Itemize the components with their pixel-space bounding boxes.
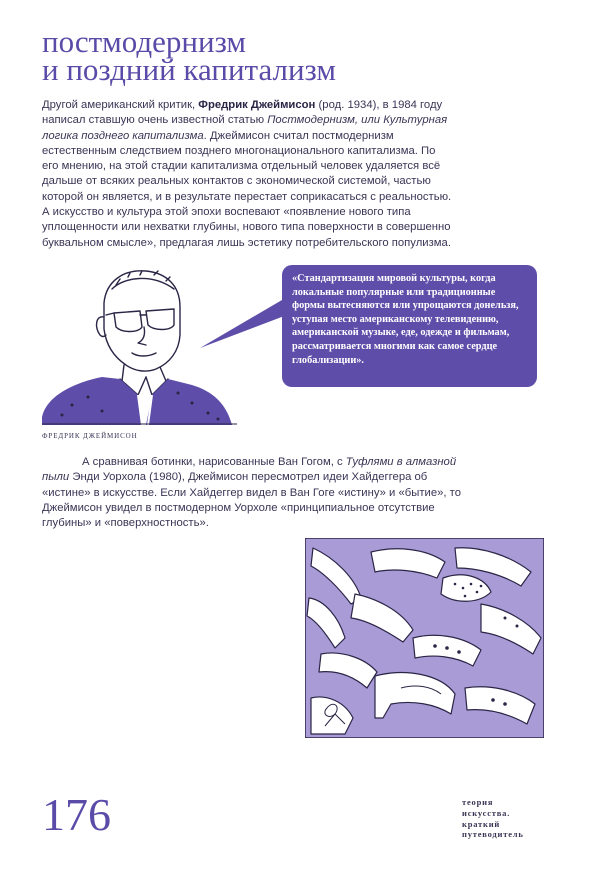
intro-text: . Джеймисон считал постмодернизм естественным следствием позднего многонационального капитализма. По его мнению, на этой стадии капитализма отдельный человек удаляется всё дальше от всяких реальных контактов с экономической системой, частью которой он является, и в результате перестает соприкасаться с реальностью. А искусство и культура этой эпохи воспевают «появление нового типа уплощенности или нехватки глубины, нового типа поверхности в совершенно буквальном смысле», предлагая лишь эстетику потребительского популизма. <box>42 129 452 249</box>
comparison-text: А сравнивая ботинки, нарисованные Ван Гогом, с <box>82 456 346 468</box>
jameson-name: Фредрик Джеймисон <box>198 99 316 111</box>
essay-title: Постмодернизм, или Культурная логика позднего капитализма <box>42 114 448 142</box>
intro-text: (род. 1934), в 1984 году написал ставшую очень известной статью <box>42 99 443 127</box>
book-title-line: теория <box>462 797 494 807</box>
book-title-line: искусства. <box>462 807 511 818</box>
title-line-2: и поздний капитализм <box>42 52 336 87</box>
page-number: 176 <box>42 789 111 840</box>
warhol-work-title: Туфлями в алмазной пыли <box>42 456 457 484</box>
book-title-line: путеводитель <box>462 829 524 840</box>
book-title <box>462 797 524 840</box>
diamond-dust-shoes-illustration <box>305 538 544 738</box>
intro-text: Другой американский критик, <box>42 99 199 111</box>
jameson-quote: «Стандартизация мировой культуры, когда локальные популярные или традиционные формы вытесняются или упрощаются донельзя, уступая место американскому телевидению, американской музыке, еде, одежде и фильмам, рассматривается многими как самое сердце глобализации». <box>282 265 537 387</box>
comparison-paragraph <box>42 455 462 531</box>
book-title-line: краткий <box>462 818 501 829</box>
portrait-caption: ФРЕДРИК ДЖЕЙМИСОН <box>42 432 138 440</box>
title-line-1: постмодернизм <box>42 24 247 59</box>
comparison-text: Энди Уорхола (1980), Джеймисон пересмотрел идеи Хайдеггера об «истине» в искусстве. Если Хайдеггер видел в Ван Гоге «истину» и «бытие», то Джеймисон увидел в постмодерном Уорхоле «принципиальное отсутствие глубины» и «поверхностность». <box>42 471 462 530</box>
page-title <box>42 24 336 87</box>
intro-paragraph <box>42 98 452 251</box>
